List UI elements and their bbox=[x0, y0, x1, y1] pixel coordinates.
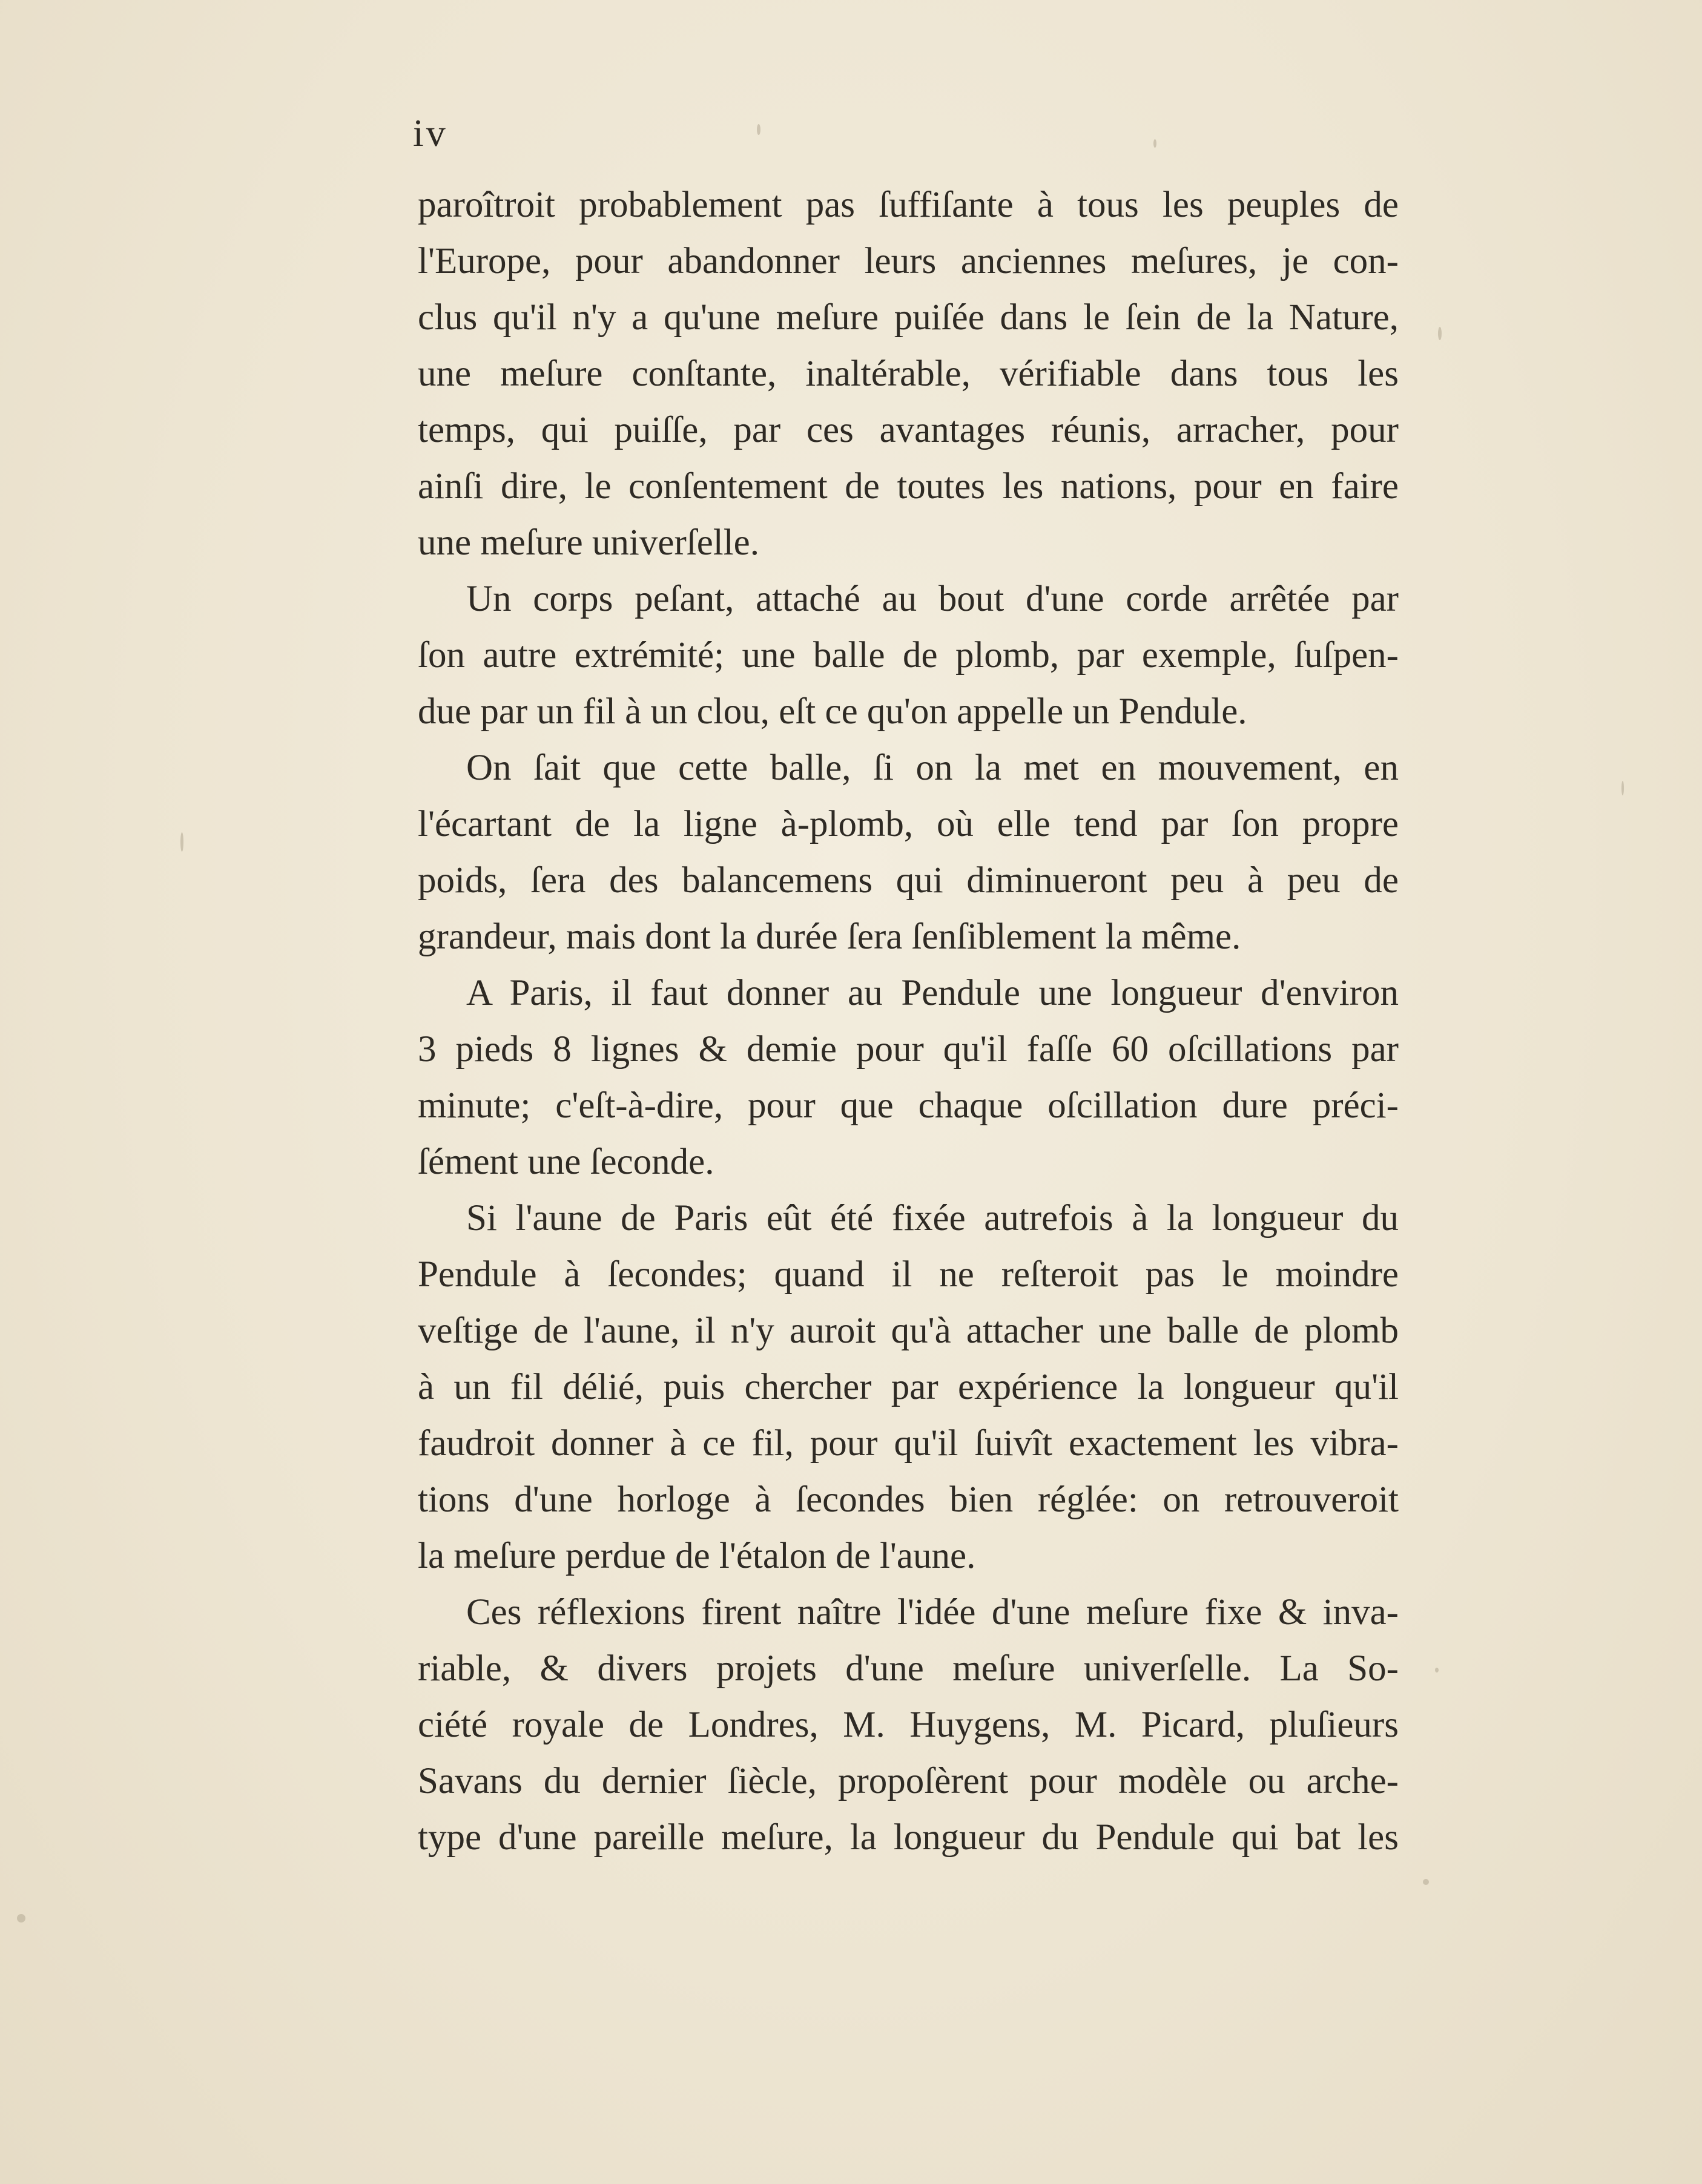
text-line: paroîtroit probablement pas ſuffiſante à tous les peuples de bbox=[418, 185, 1399, 225]
text-line: Un corps peſant, attaché au bout d'une corde arrêtée par bbox=[466, 579, 1399, 619]
text-line: ciété royale de Londres, M. Huygens, M. Picard, pluſieurs bbox=[418, 1705, 1399, 1745]
paper-speck bbox=[1621, 781, 1624, 795]
text-line: Savans du dernier ſiècle, propoſèrent pour modèle ou arche- bbox=[418, 1761, 1399, 1801]
text-line: poids, ſera des balancemens qui diminueront peu à peu de bbox=[418, 860, 1399, 901]
text-line: minute; c'eſt-à-dire, pour que chaque oſcillation dure préci- bbox=[418, 1085, 1399, 1126]
text-line: tions d'une horloge à ſecondes bien réglée: on retrouveroit bbox=[418, 1479, 1399, 1520]
text-line: temps, qui puiſſe, par ces avantages réunis, arracher, pour bbox=[418, 410, 1399, 450]
text-line: Si l'aune de Paris eût été fixée autrefois à la longueur du bbox=[466, 1198, 1399, 1238]
text-line: 3 pieds 8 lignes & demie pour qu'il faſſe 60 oſcillations par bbox=[418, 1029, 1399, 1070]
text-line: l'écartant de la ligne à-plomb, où elle tend par ſon propre bbox=[418, 804, 1399, 844]
text-line: type d'une pareille meſure, la longueur du Pendule qui bat les bbox=[418, 1817, 1399, 1858]
paper-speck bbox=[757, 124, 760, 135]
paper-speck bbox=[1438, 327, 1442, 340]
text-line: due par un fil à un clou, eſt ce qu'on appelle un Pendule. bbox=[418, 691, 1247, 732]
text-line: ſon autre extrémité; une balle de plomb, par exemple, ſuſpen- bbox=[418, 635, 1399, 676]
text-line: A Paris, il faut donner au Pendule une longueur d'environ bbox=[466, 973, 1399, 1013]
text-line: ainſi dire, le conſentement de toutes les nations, pour en faire bbox=[418, 466, 1399, 507]
text-line: grandeur, mais dont la durée ſera ſenſiblement la même. bbox=[418, 916, 1241, 957]
paper-speck bbox=[17, 1914, 25, 1923]
text-line: l'Europe, pour abandonner leurs anciennes meſures, je con- bbox=[418, 241, 1399, 281]
text-line: à un fil délié, puis chercher par expérience la longueur qu'il bbox=[418, 1367, 1399, 1407]
paper-speck bbox=[1153, 139, 1156, 148]
text-line: une meſure univerſelle. bbox=[418, 522, 760, 563]
text-line: une meſure conſtante, inaltérable, vérifiable dans tous les bbox=[418, 354, 1399, 394]
text-line: riable, & divers projets d'une meſure univerſelle. La So- bbox=[418, 1648, 1399, 1689]
text-line: ſément une ſeconde. bbox=[418, 1142, 714, 1182]
text-line: Pendule à ſecondes; quand il ne reſteroit pas le moindre bbox=[418, 1254, 1399, 1295]
text-line: Ces réflexions firent naître l'idée d'une meſure fixe & inva- bbox=[466, 1592, 1399, 1633]
body-text bbox=[418, 177, 1399, 1866]
page-number: iv bbox=[413, 111, 448, 154]
text-line: la meſure perdue de l'étalon de l'aune. bbox=[418, 1536, 976, 1576]
paper-speck bbox=[180, 832, 183, 852]
paper-speck bbox=[1435, 1668, 1439, 1673]
text-line: veſtige de l'aune, il n'y auroit qu'à attacher une balle de plomb bbox=[418, 1311, 1399, 1351]
paper-speck bbox=[1423, 1879, 1429, 1885]
text-line: clus qu'il n'y a qu'une meſure puiſée dans le ſein de la Nature, bbox=[418, 297, 1399, 338]
text-line: On ſait que cette balle, ſi on la met en mouvement, en bbox=[466, 748, 1399, 788]
text-line: faudroit donner à ce fil, pour qu'il ſuivît exactement les vibra- bbox=[418, 1423, 1399, 1464]
